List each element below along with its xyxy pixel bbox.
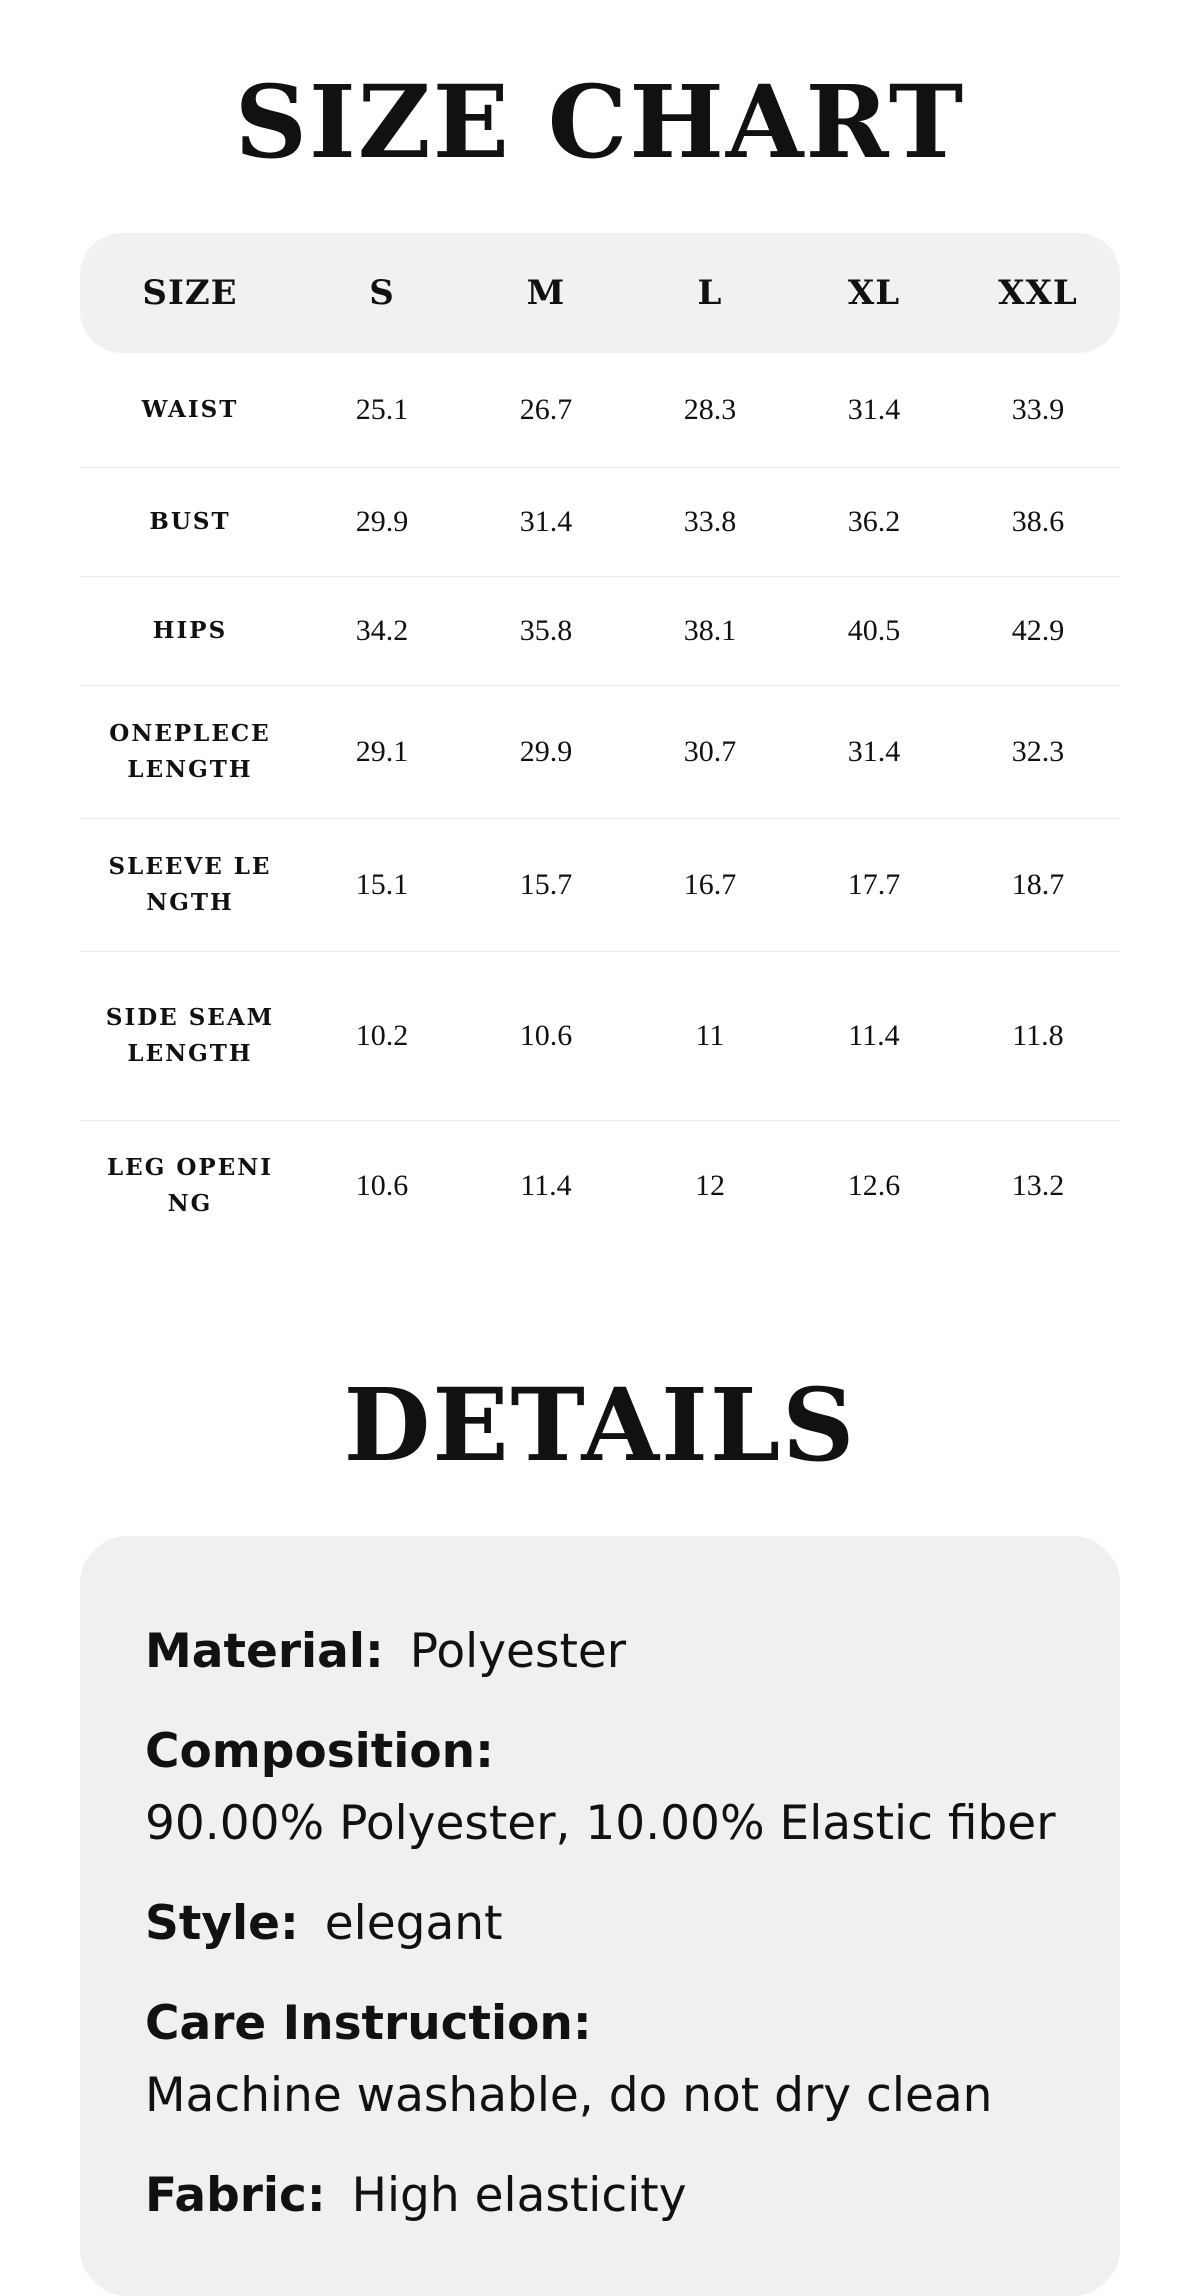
detail-key: Composition: [145,1724,494,1779]
header-xxl: XXL [998,273,1078,313]
row-value: 40.5 [847,614,901,647]
detail-style [145,1888,1056,1960]
row-value: 38.6 [1011,505,1065,538]
row-label: SIDE SEAM LENGTH [105,1004,275,1067]
row-value: 29.9 [519,735,573,768]
row-value: 12 [695,1169,725,1202]
size-chart-header-row [80,233,1120,353]
table-row-leg-opening [80,1121,1120,1251]
detail-key: Style: [145,1896,299,1951]
table-row-onepiece-length [80,686,1120,819]
detail-material [145,1616,1056,1688]
size-chart-table [80,233,1120,1251]
header-xl: XL [847,273,901,313]
row-value: 32.3 [1011,735,1065,768]
row-value: 35.8 [519,614,573,647]
table-row-side-seam-length [80,952,1120,1121]
row-label: BUST [149,508,231,535]
detail-value: Machine washable, do not dry clean [145,2068,993,2123]
row-value: 31.4 [519,505,573,538]
row-value: 11.8 [1012,1019,1064,1052]
row-value: 38.1 [683,614,737,647]
header-l: L [697,273,723,313]
header-s: S [369,273,395,313]
row-value: 29.1 [355,735,409,768]
detail-composition [145,1716,1056,1860]
details-title: DETAILS [343,1366,857,1484]
size-chart-title: SIZE CHART [234,63,966,181]
table-row-bust [80,468,1120,577]
row-value: 10.6 [519,1019,573,1052]
detail-value: elegant [324,1896,503,1951]
row-label: HIPS [152,617,228,644]
table-row-hips [80,577,1120,686]
table-row-waist [80,353,1120,468]
row-value: 28.3 [683,393,737,426]
row-value: 26.7 [519,393,573,426]
row-value: 31.4 [847,735,901,768]
row-value: 33.8 [683,505,737,538]
detail-key: Fabric: [145,2168,326,2223]
row-value: 34.2 [355,614,409,647]
details-card [80,1536,1120,2296]
detail-key: Material: [145,1624,384,1679]
header-size: SIZE [142,273,238,313]
row-value: 15.1 [355,868,409,901]
row-value: 10.2 [355,1019,409,1052]
row-value: 36.2 [847,505,901,538]
row-value: 25.1 [355,393,409,426]
detail-care-instruction [145,1988,1056,2132]
row-value: 15.7 [519,868,573,901]
row-value: 29.9 [355,505,409,538]
row-label: SLEEVE LENGTH [108,853,272,916]
detail-key: Care Instruction: [145,1996,592,2051]
row-label: LEG OPENING [107,1154,273,1217]
row-value: 11.4 [520,1169,572,1202]
row-label: ONEPLECE LENGTH [109,720,271,783]
detail-fabric [145,2160,1056,2232]
detail-value: Polyester [409,1624,627,1679]
row-value: 31.4 [847,393,901,426]
row-value: 10.6 [355,1169,409,1202]
table-row-sleeve-length [80,819,1120,952]
row-value: 17.7 [847,868,901,901]
row-value: 42.9 [1011,614,1065,647]
row-label: WAIST [141,396,239,423]
detail-value: 90.00% Polyester, 10.00% Elastic fiber [145,1796,1056,1851]
row-value: 11.4 [848,1019,900,1052]
detail-value: High elasticity [351,2168,687,2223]
row-value: 18.7 [1011,868,1065,901]
row-value: 12.6 [847,1169,901,1202]
header-m: M [526,273,566,313]
row-value: 11 [695,1019,725,1052]
row-value: 30.7 [683,735,737,768]
row-value: 16.7 [683,868,737,901]
row-value: 13.2 [1011,1169,1065,1202]
row-value: 33.9 [1011,393,1065,426]
